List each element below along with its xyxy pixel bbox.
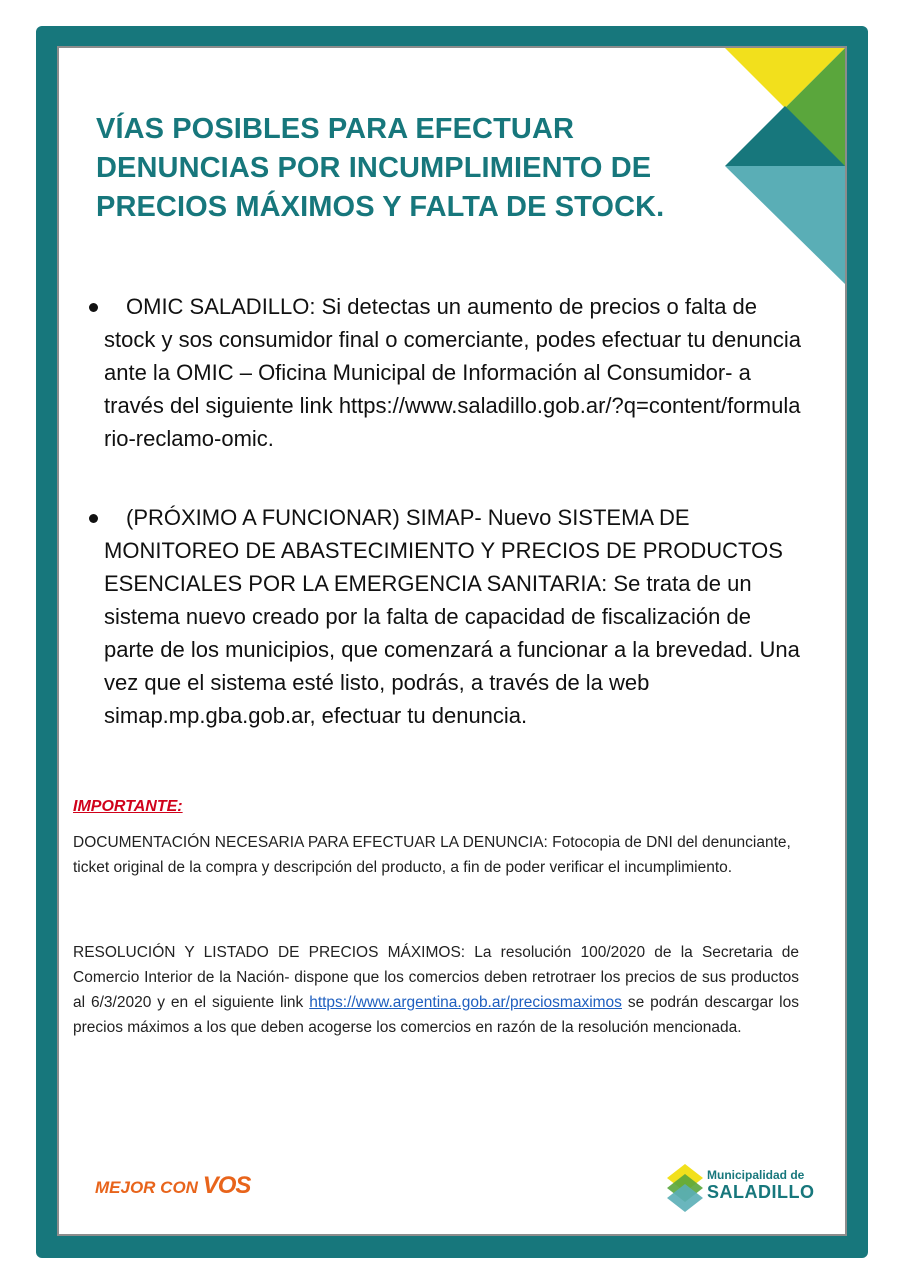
municipality-logo	[667, 1160, 827, 1216]
documentation-paragraph: DOCUMENTACIÓN NECESARIA PARA EFECTUAR LA DENUNCIA: Fotocopia de DNI del denunciante, ticket original de la compra y descripción del producto, a fin de poder verificar el incumplimiento.	[73, 834, 791, 876]
resolution-text: RESOLUCIÓN Y LISTADO DE PRECIOS MÁXIMOS: La resolución 100/2020 de la Secretaria de Comercio Interior de la Nación- dispone que los comercios deben retrotraer los precios de sus productos al 6/3/2020 y en el siguiente link	[73, 944, 799, 1011]
list-item-simap	[87, 501, 807, 732]
corner-decoration	[725, 48, 845, 284]
document-sheet	[57, 46, 847, 1236]
simap-description: (PRÓXIMO A FUNCIONAR) SIMAP- Nuevo SISTEMA DE MONITOREO DE ABASTECIMIENTO Y PRECIOS DE PRODUCTOS ESENCIALES POR LA EMERGENCIA SANITARIA: Se trata de un sistema nuevo creado por la falta de capacidad de fiscalización de parte de los municipios, que comenzará a funcionar a la brevedad. Una vez que el sistema esté listo, podrás, a través de la web simap.mp.gba.gob.ar, efectuar tu denuncia.	[104, 505, 800, 728]
logo-line1: Municipalidad de	[707, 1168, 805, 1182]
omic-link[interactable]: https://www.saladillo.gob.ar/?q=content/formulario-reclamo-omic.	[104, 393, 801, 451]
slogan-emphasis: VOS	[202, 1172, 251, 1199]
resolution-paragraph	[73, 940, 799, 1040]
page-title: VÍAS POSIBLES PARA EFECTUAR DENUNCIAS POR INCUMPLIMIENTO DE PRECIOS MÁXIMOS Y FALTA DE STOCK.	[96, 113, 665, 223]
bullet-icon	[89, 303, 98, 312]
important-heading: IMPORTANTE:	[73, 798, 183, 815]
slogan-logo	[95, 1172, 250, 1200]
resolution-text-end: se podrán descargar los precios máximos a los que deben acogerse los comercios en razón de la resolución mencionada.	[73, 994, 799, 1036]
list-item-text	[104, 290, 807, 455]
omic-description: OMIC SALADILLO: Si detectas un aumento de precios o falta de stock y sos consumidor final o comerciante, podes efectuar tu denuncia ante la OMIC – Oficina Municipal de Información al Consumidor- a través del siguiente link	[104, 294, 802, 418]
list-item-omic	[87, 290, 807, 455]
bullet-icon	[89, 514, 98, 523]
municipality-mark-icon	[667, 1164, 703, 1212]
precios-maximos-link[interactable]: https://www.argentina.gob.ar/preciosmaximos	[309, 994, 622, 1011]
bullet-list	[87, 290, 807, 778]
slogan-prefix: MEJOR CON	[95, 1178, 198, 1197]
logo-line2: SALADILLO	[707, 1182, 815, 1202]
